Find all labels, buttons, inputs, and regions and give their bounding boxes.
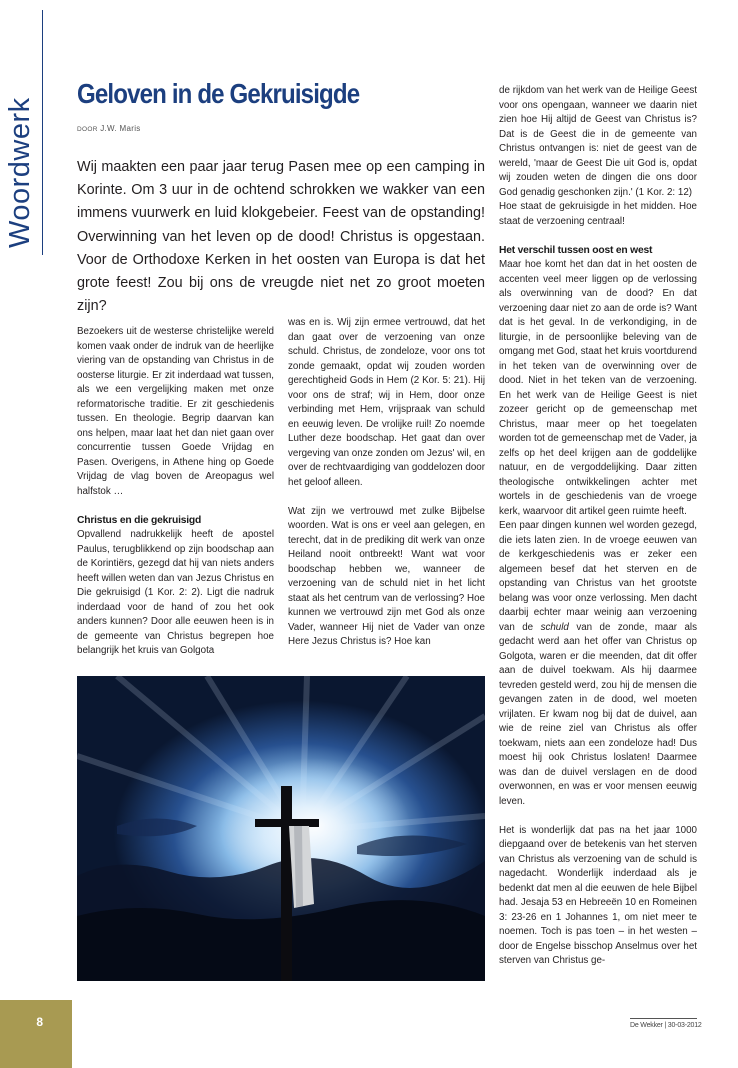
paragraph: Een paar dingen kunnen wel worden gezegd, die iets laten zien. In de vroege eeuwen van de kerkgeschiedenis was er zeker een algemeen besef dat het sterven en de opstanding van Christus van het grootste belang was voor onze verlossing. Men dacht daarbij echter maar weinig aan verzoening van de schuld van de zonde, maar als gedacht werd aan het offer van Christus op Golgota, waren er die meenden, dat dit offer aan de duivel toekwam. Als hij daarmee tevreden gesteld werd, zou hij de mensen die gevangen zaten in de dood, wel moeten vrijlaten. Er kwam nog bij dat de duivel, aan wie de reine ziel van Christus als offer toekwam, niets aan een zondeloze had! Dus moest hij ook Christus loslaten! Daarmee was dan de duivel verslagen en de dood overwonnen, en was er voor mensen eeuwig leven. (499, 520, 698, 807)
cross-silhouette-icon (77, 676, 485, 981)
text-column-2 (288, 316, 485, 650)
subheading: Het verschil tussen oost en west (499, 244, 653, 256)
footer-divider (630, 1018, 697, 1019)
article-title: Geloven in de Gekruisigde (77, 78, 360, 109)
byline (77, 124, 141, 133)
section-divider (42, 10, 43, 255)
paragraph: Bezoekers uit de westerse christelijke wereld komen vaak onder de indruk van de heerlijke viering van de opstanding van Christus in de oosterse liturgie. Er zit inderdaad wat tussen, als we een vergelijking maken met onze reformatorische traditie. Er zit geschiedenis tussen. En theologie. Begrip daarvan kan ons helpen, maar laat het dan niet gaan over concurrentie tussen Goede Vrijdag en Pasen. Overigens, in Athene hing op Goede Vrijdag de vlag boven de Areopagus wel halfstok … (77, 326, 274, 497)
paragraph: was en is. Wij zijn ermee vertrouwd, dat het dan gaat over de verzoening van onze schuld. Christus, de zondeloze, voor ons tot zonde gemaakt, opdat wij zouden worden gerechtigheid Gods in Hem (2 Kor. 5: 21). Hij voor ons de straf; wij in Hem, door onze verbinding met Hem, vrijspraak van schuld en eeuwig leven. De vrolijke ruil! Zo noemde Luther deze boodschap. Het gaat dan over vergeving van onze zonden om Jezus' wil, en over de rechtvaardiging van goddelozen door het geloof alleen. (288, 317, 485, 488)
text-column-3 (499, 84, 697, 969)
subheading: Christus en die gekruisigd (77, 514, 202, 526)
text-column-1 (77, 325, 274, 659)
page-number-tab (0, 1000, 72, 1068)
paragraph: de rijkdom van het werk van de Heilige Geest voor ons opengaan, wanneer we daarin niet zien hoe Hij altijd de Geest van Christus is? Dat is de Geest die in de gemeente van Christus ontvangen is: niet de geest van de wereld, 'maar de Geest Die uit God is, opdat wij zouden weten de dingen die ons door God genadig geschonken zijn.' (1 Kor. 2: 12) (499, 85, 697, 198)
byline-prefix: DOOR (77, 126, 98, 133)
paragraph: Maar hoe komt het dan dat in het oosten de accenten veel meer liggen op de verlossing als overwinning van de dood? En dat verzoening daar niet zo aan de orde is? Want dat is het geval. In de verkondiging, in de liturgie, in de persoonlijke beleving van de omgang met God, staat het kruis voortdurend in het teken van de overwinning over de dood. Niet in het teken van de verzoening. En het werk van de Heilige Geest is niet zozeer gericht op de gemeenschap met Christus, maar meer op het toegelaten worden tot de gemeenschap met de Vader, ja zelfs op het deel krijgen aan de goddelijke natuur, en de vergoddelijking. Daar zitten theologische ontwikkelingen achter met wortels in de geschiedenis van de vroege kerk, waarvoor dit artikel geen ruimte heeft. (499, 259, 697, 517)
publication-footer: De Wekker | 30-03-2012 (630, 1022, 702, 1029)
author-name: J.W. Maris (100, 124, 141, 133)
paragraph: Hoe staat de gekruisigde in het midden. Hoe staat de verzoening centraal! (499, 201, 697, 227)
paragraph: Wat zijn we vertrouwd met zulke Bijbelse woorden. Wat is ons er veel aan gelegen, en terecht, dat in de prediking dit werk van onze Heiland nooit ontbreekt! Want wat voor boodschap hebben we, wanneer de verzoening van de schuld niet in het licht staat als het centrum van de verlossing? Hoe kunnen we vertrouwd zijn met God als onze Vader, wanneer Hij niet de Vader van onze Here Jezus Christus is? Hoe kan (288, 505, 485, 647)
page-number: 8 (36, 1015, 43, 1029)
cross-photo (77, 676, 485, 981)
intro-paragraph: Wij maakten een paar jaar terug Pasen mee op een camping in Korinte. Om 3 uur in de ochtend schrokken we wakker van een immens vuurwerk en luid klokgebeier. Feest van de opstanding! Overwinning van het leven op de dood! Christus is opgestaan. Voor de Orthodoxe Kerken in het oosten van Europa is dat het grote feest! Zou bij ons de vreugde niet net zo groot moeten zijn? (77, 159, 485, 315)
paragraph: Opvallend nadrukkelijk heeft de apostel Paulus, terugblikkend op zijn boodschap aan de Korintiërs, gezegd dat hij van niets anders heeft willen weten dan van Jezus Christus en Die gekruisigd (1 Kor. 2: 2). Ligt die nadruk inderdaad voor de hand of zou het ook anders kunnen? Door alle eeuwen heen is in de gemeente van Christus begrepen hoe belangrijk het kruis van Golgota (77, 529, 274, 656)
section-label: Woordwerk (4, 97, 36, 248)
paragraph: Het is wonderlijk dat pas na het jaar 1000 diepgaand over de betekenis van het sterven van Christus als verzoening van de schuld is nagedacht. Wonderlijk inderdaad als je bedenkt dat men al die eeuwen de hele Bijbel had. Jesaja 53 en Hebreeën 10 en Romeinen 3: 23-26 en 1 Johannes 1, om niet meer te noemen. Toch is pas toen – in het westen – door de Engelse bisschop Anselmus over het sterven van Christus ge- (499, 824, 697, 966)
